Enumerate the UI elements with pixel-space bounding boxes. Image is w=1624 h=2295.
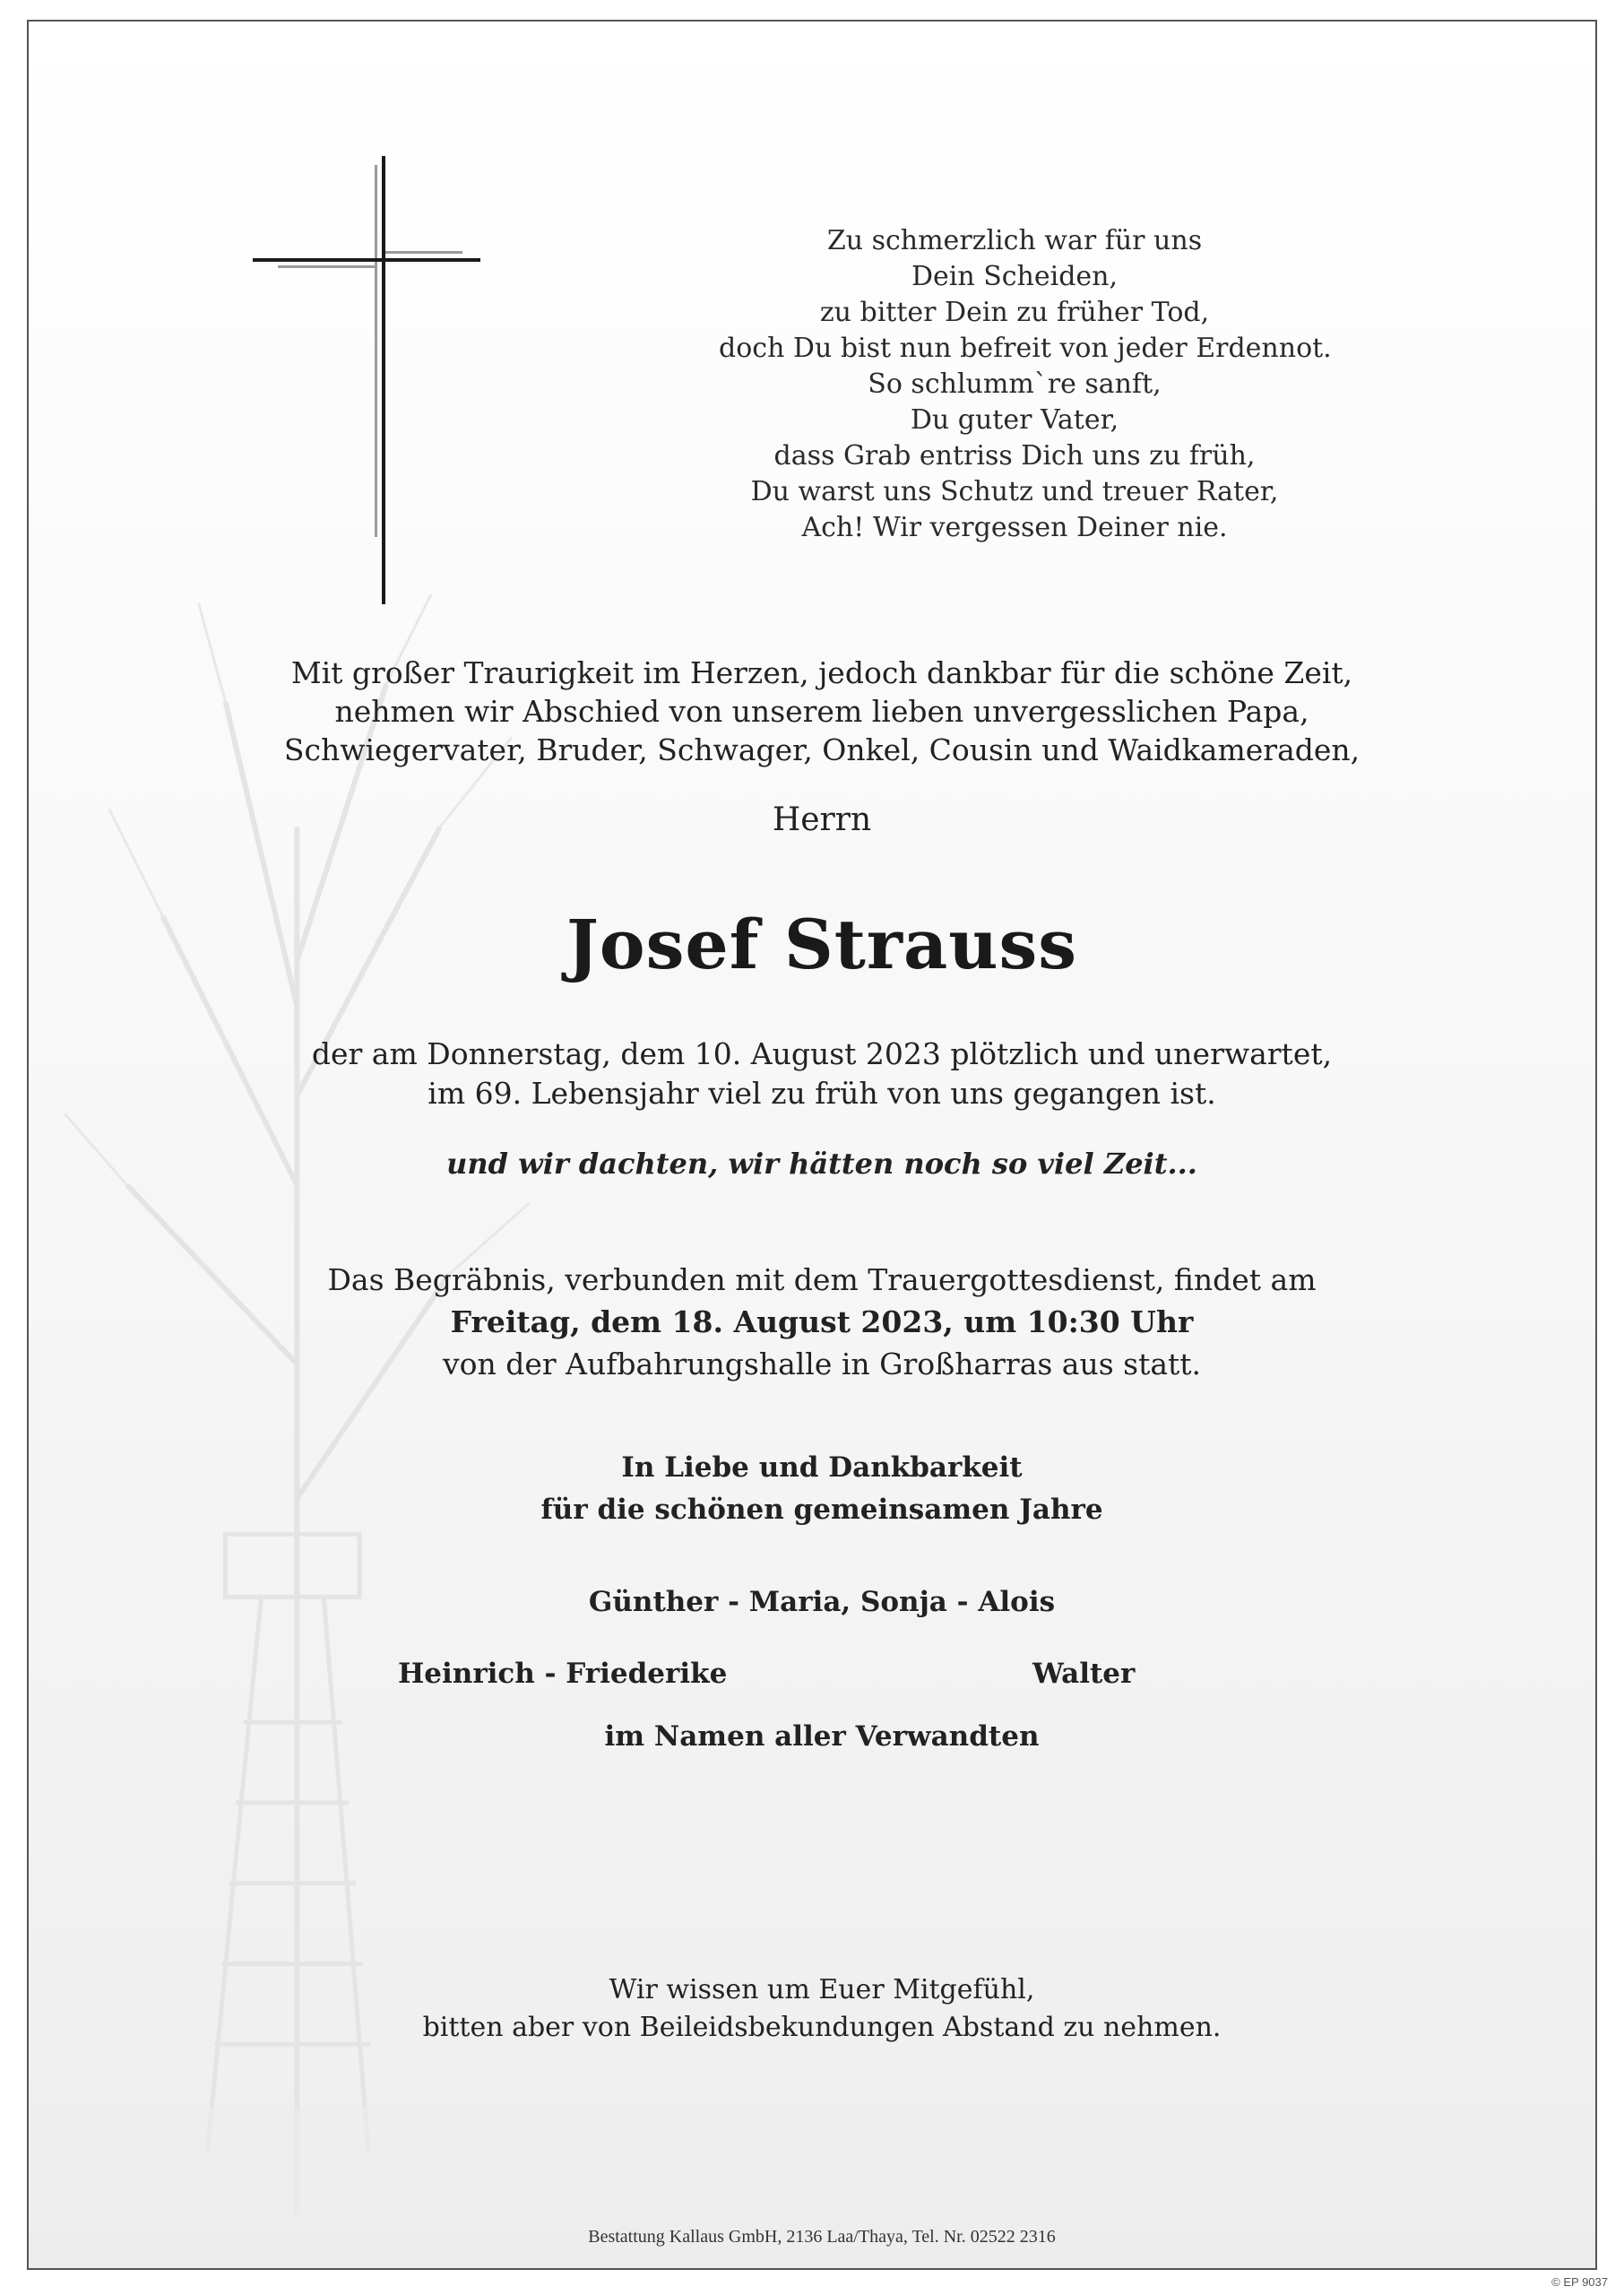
closing-note (29, 1971, 1597, 2047)
death-line: im 69. Lebensjahr viel zu früh von uns gegangen ist. (428, 1076, 1216, 1111)
poem-line: dass Grab entriss Dich uns zu früh, (773, 440, 1256, 472)
deceased-name: Josef Strauss (566, 905, 1078, 984)
family-left: Heinrich - Friederike (398, 1658, 728, 1690)
quote: und wir dachten, wir hätten noch so viel Zeit... (446, 1147, 1197, 1181)
death-notice (29, 1035, 1597, 1113)
poem-line: Du guter Vater, (910, 404, 1119, 436)
relatives-line: im Namen aller Verwandten (604, 1720, 1040, 1753)
intro-line: Mit großer Traurigkeit im Herzen, jedoch dankbar für die schöne Zeit, (290, 655, 1353, 690)
cross-icon (253, 129, 522, 613)
poem-line: doch Du bist nun befreit von jeder Erdennot. (719, 333, 1332, 364)
family-right: Walter (1032, 1658, 1136, 1690)
closing-line: Wir wissen um Euer Mitgefühl, (609, 1974, 1035, 2005)
obituary-card (27, 20, 1597, 2270)
funeral-line: Das Begräbnis, verbunden mit dem Trauergottesdienst, findet am (327, 1262, 1317, 1297)
poem-line: Du warst uns Schutz und treuer Rater, (750, 476, 1279, 507)
template-code: © EP 9037 (1551, 2275, 1608, 2289)
death-line: der am Donnerstag, dem 10. August 2023 plötzlich und unerwartet, (311, 1036, 1333, 1071)
poem-line: Zu schmerzlich war für uns (826, 225, 1203, 256)
intro-text (29, 654, 1597, 769)
poem-line: Dein Scheiden, (911, 261, 1119, 292)
intro-line: Schwiegervater, Bruder, Schwager, Onkel, Cousin und Waidkameraden, (283, 732, 1361, 767)
intro-line: nehmen wir Abschied von unserem lieben unvergesslichen Papa, (334, 694, 1309, 729)
thanks (29, 1447, 1597, 1531)
poem-line: Ach! Wir vergessen Deiner nie. (801, 512, 1228, 543)
funeral-date-time: Freitag, dem 18. August 2023, um 10:30 Uhr (450, 1304, 1194, 1339)
poem-line: zu bitter Dein zu früher Tod, (819, 297, 1210, 328)
undertaker-footer: Bestattung Kallaus GmbH, 2136 Laa/Thaya, Tel. Nr. 02522 2316 (588, 2227, 1056, 2247)
thanks-line: für die schönen gemeinsamen Jahre (540, 1494, 1103, 1526)
funeral-location: von der Aufbahrungshalle in Großharras aus statt. (442, 1347, 1202, 1381)
poem (719, 223, 1332, 546)
poem-line: So schlumm`re sanft, (868, 368, 1162, 400)
salutation: Herrn (772, 801, 872, 838)
family-row: Günther - Maria, Sonja - Alois (588, 1586, 1056, 1618)
thanks-line: In Liebe und Dankbarkeit (621, 1451, 1023, 1484)
closing-line: bitten aber von Beileidsbekundungen Abstand zu nehmen. (422, 2012, 1222, 2043)
funeral-info (29, 1259, 1597, 1385)
